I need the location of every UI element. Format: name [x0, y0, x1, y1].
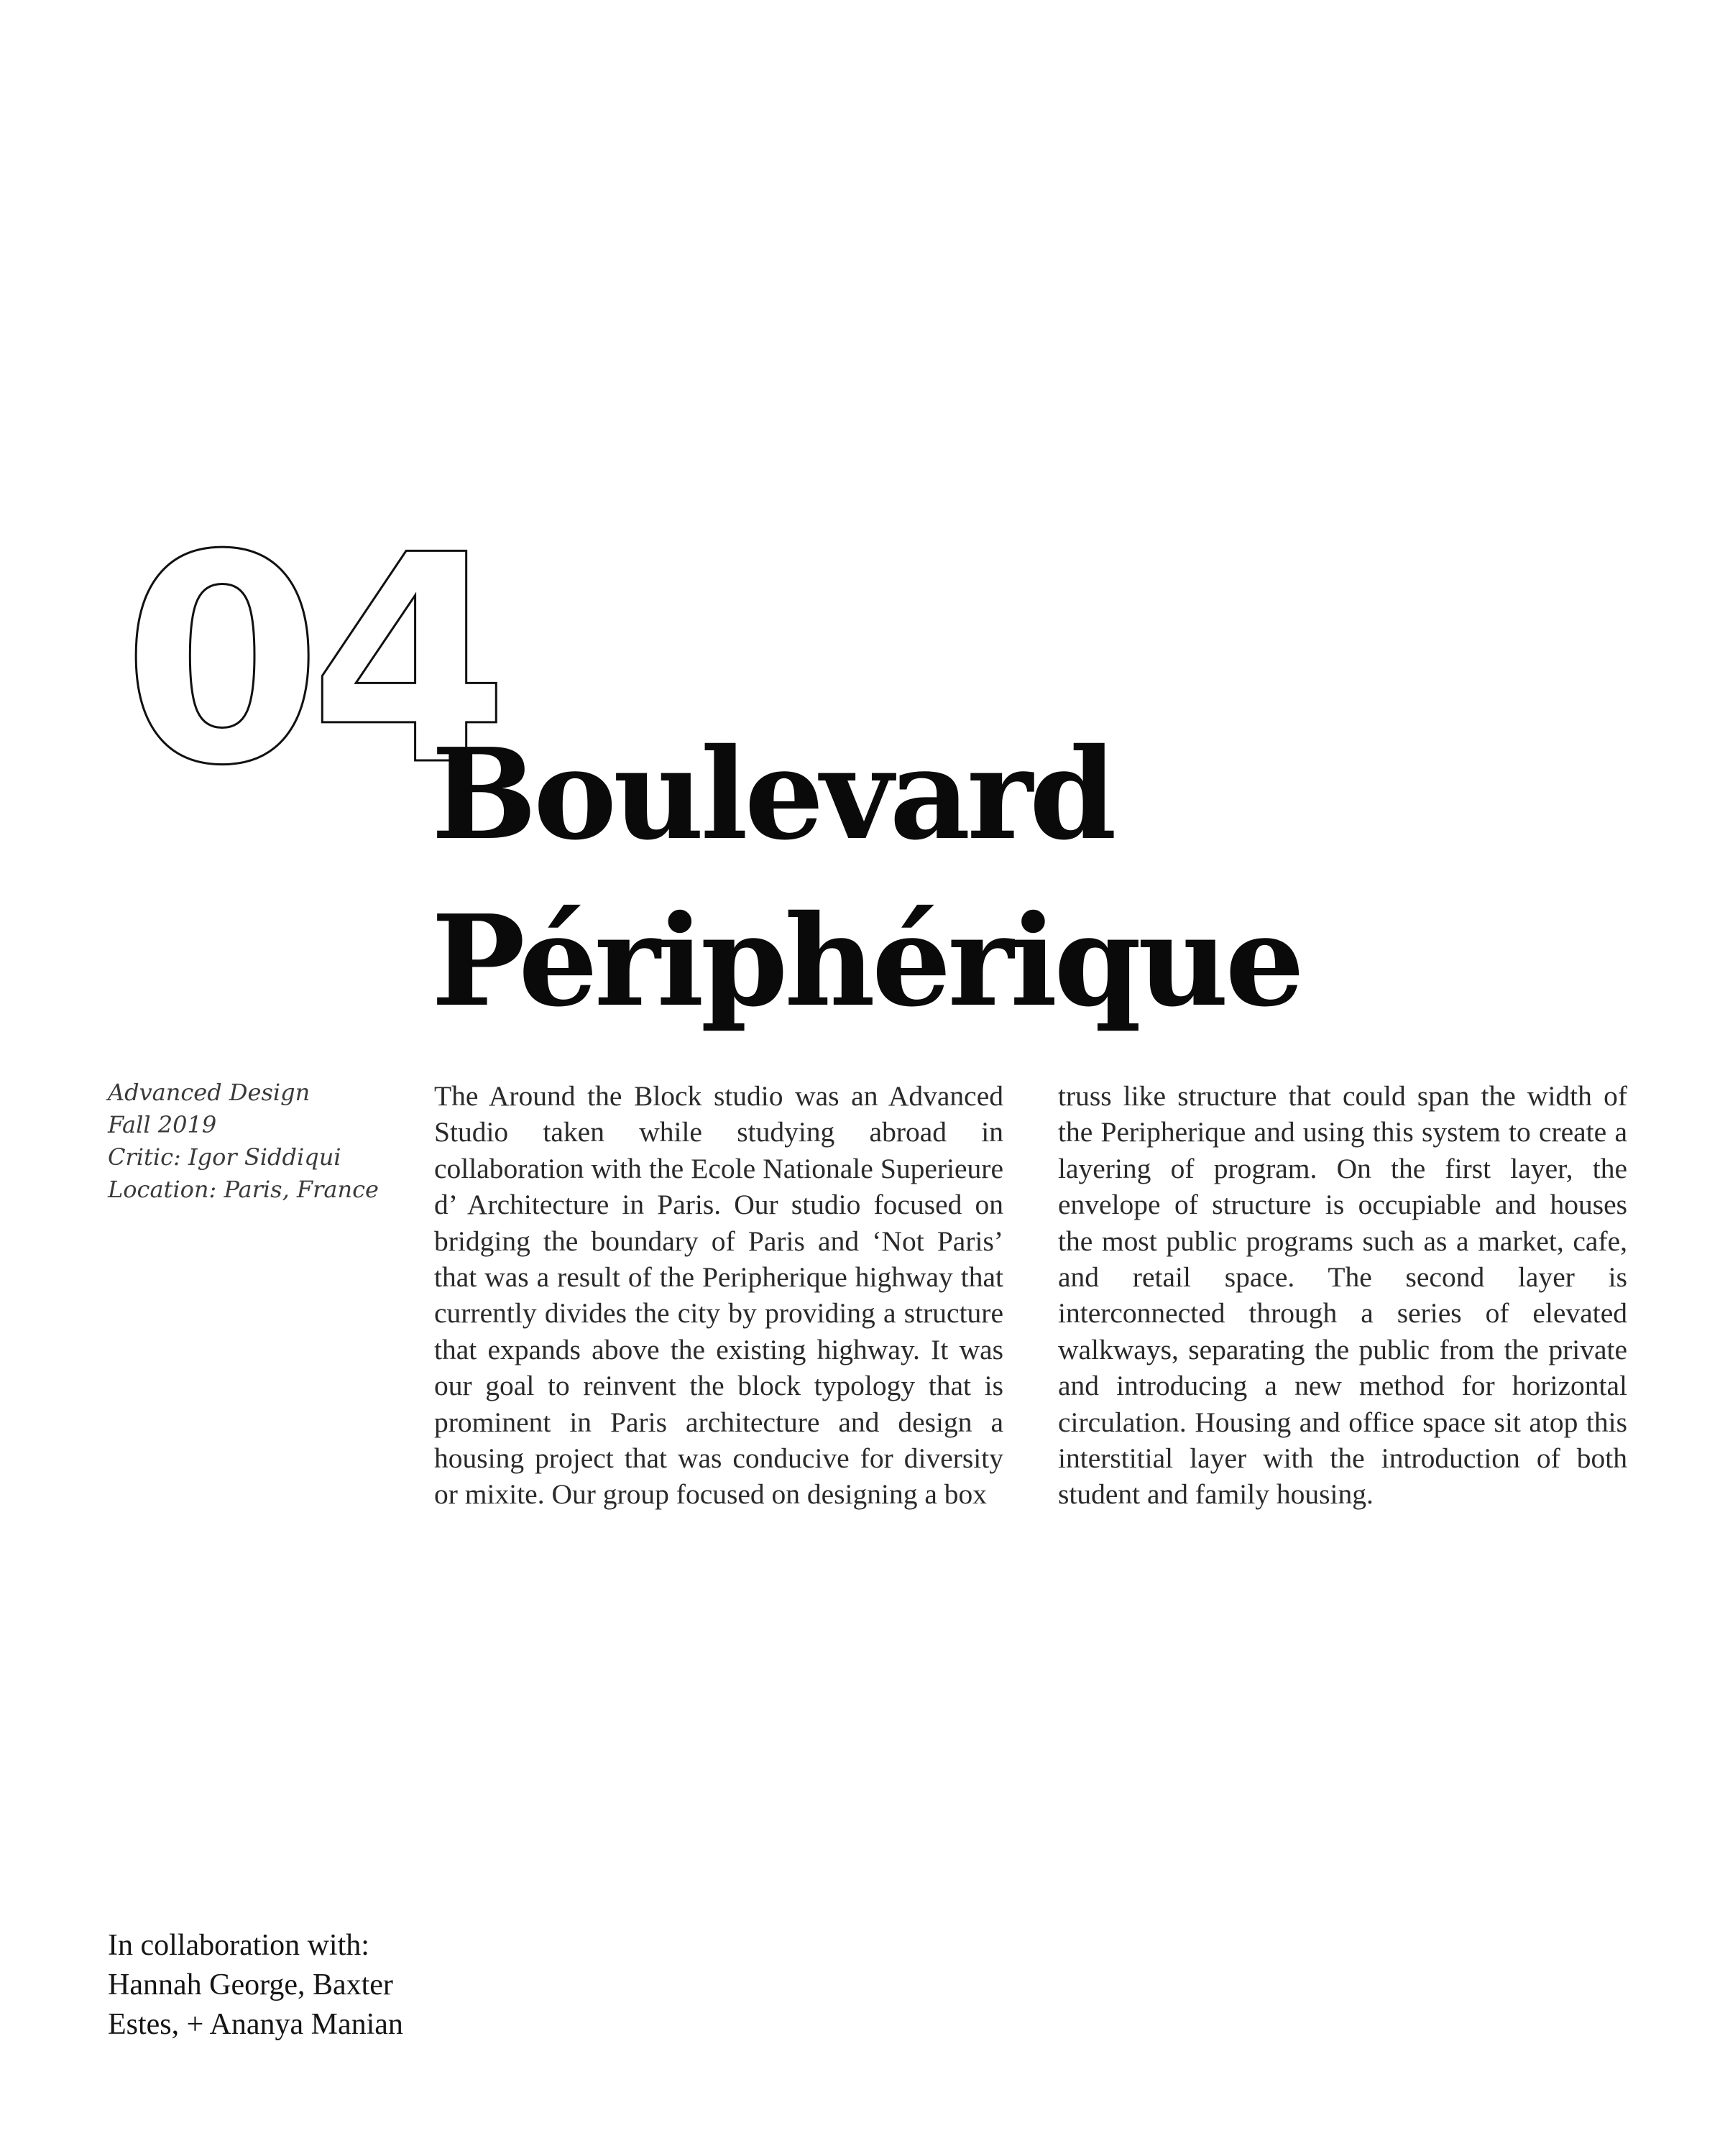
- meta-course: Advanced Design: [108, 1079, 310, 1106]
- page-title: [431, 711, 1301, 1045]
- title-line-1: Boulevard: [431, 722, 1113, 868]
- project-meta: [108, 1077, 379, 1206]
- project-number-text: 04: [122, 494, 497, 829]
- body-column-2: truss like structure that could span the width of the Peripherique and using this system to create a layering of program. On the first layer, the envelope of structure is occupiable and houses the most public programs such as a market, cafe, and retail space. The second layer is interconnected through a series of elevated walkways, separating the public from the private and introducing a new method for horizontal circulation. Housing and office space sit atop this interstitial layer with the introduction of both student and family housing.: [1058, 1080, 1627, 1511]
- meta-location: Location: Paris, France: [108, 1176, 379, 1203]
- title-line-2: Périphérique: [431, 888, 1302, 1035]
- body-column-1: The Around the Block studio was an Advanced Studio taken while studying abroad in collaboration with the Ecole Nationale Superieure d’ Architecture in Paris. Our studio focused on bridging the boundary of Paris and ‘Not Paris’ that was a result of the Peripherique highway that currently divides the city by providing a structure that expands above the existing highway. It was our goal to reinvent the block typology that is prominent in Paris architecture and design a housing project that was conducive for diversity or mixite. Our group focused on designing a box: [434, 1080, 1003, 1511]
- collaboration-heading: In collaboration with:: [108, 1929, 369, 1962]
- collaborators-line-1: Hannah George, Baxter: [108, 1968, 393, 2001]
- meta-term: Fall 2019: [108, 1111, 217, 1138]
- meta-critic: Critic: Igor Siddiqui: [108, 1143, 341, 1171]
- collaboration-credits: [108, 1926, 403, 2045]
- collaborators-line-2: Estes, + Ananya Manian: [108, 2008, 403, 2041]
